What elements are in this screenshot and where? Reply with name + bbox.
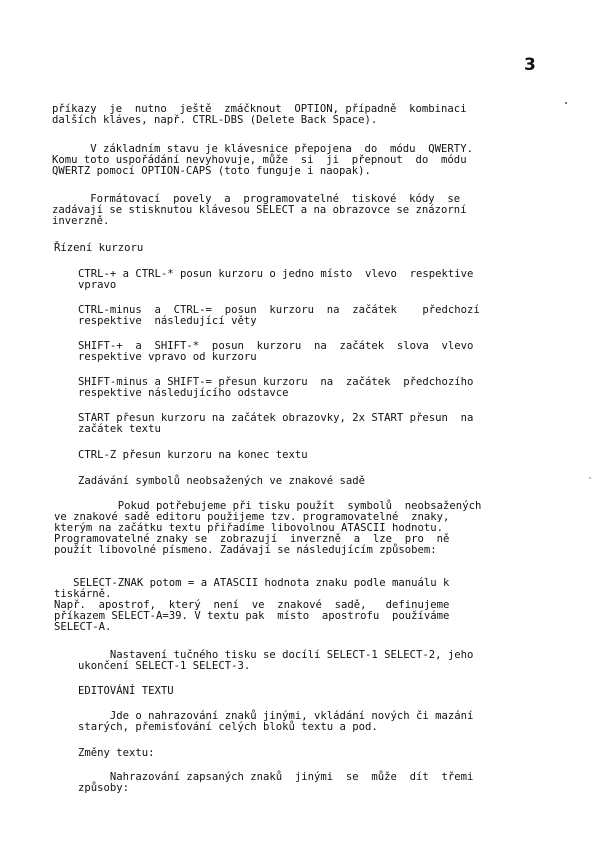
- paragraph-option-keys: příkazy je nutno ještě zmáčknout OPTION, případně kombinaci dalších kláves, např. CTRL-DBS (Delete Back Space).: [52, 103, 467, 126]
- heading-symbols: Zadávání symbolů neobsažených ve znakové sadě: [78, 475, 366, 487]
- paragraph-bold-print: Nastavení tučného tisku se docílí SELECT-1 SELECT-2, jeho ukončení SELECT-1 SELECT-3.: [78, 649, 474, 672]
- cursor-item-ctrl-plus: CTRL-+ a CTRL-* posun kurzoru o jedno místo vlevo respektive vpravo: [78, 268, 474, 291]
- page-number: 3: [524, 55, 536, 75]
- heading-text-changes: Změny textu:: [78, 747, 155, 759]
- paragraph-formatting: Formátovací povely a programovatelné tiskové kódy se zadávají se stisknutou klávesou SELECT a na obrazovce se znázorní inverzně.: [52, 193, 467, 227]
- heading-cursor-control: Řízení kurzoru: [54, 242, 144, 254]
- cursor-item-ctrl-minus: CTRL-minus a CTRL-= posun kurzoru na začátek předchozí respektive následující věty: [78, 304, 480, 327]
- heading-text-editing: EDITOVÁNÍ TEXTU: [78, 685, 174, 697]
- cursor-item-start: START přesun kurzoru na začátek obrazovky, 2x START přesun na začátek textu: [78, 412, 474, 435]
- cursor-item-shift-minus: SHIFT-minus a SHIFT-= přesun kurzoru na začátek předchozího respektive následujícího odstavce: [78, 376, 474, 399]
- cursor-item-ctrl-z: CTRL-Z přesun kurzoru na konec textu: [78, 449, 308, 461]
- cursor-item-shift-plus: SHIFT-+ a SHIFT-* posun kurzoru na začátek slova vlevo respektive vpravo od kurzoru: [78, 340, 474, 363]
- paragraph-select-char: SELECT-ZNAK potom = a ATASCII hodnota znaku podle manuálu k tiskárně. Např. apostrof, který není ve znakové sadě, definujeme příkazem SELECT-A=39. V textu pak místo apostrofu používáme SELECT-A.: [54, 577, 450, 633]
- paragraph-programmable-chars: Pokud potřebujeme při tisku použít symbolů neobsažených ve znakové sadě editoru použijeme tzv. programovatelné znaky, kterým na začátku textu přiřadíme libovolnou ATASCII hodnotu. Programovatelné znaky se zobrazují inverzně a lze pro ně použít libovolné písmeno. Zadávají se následujícím způsobem:: [54, 500, 482, 556]
- paragraph-qwerty: V základním stavu je klávesnice přepojena do módu QWERTY. Komu toto uspořádání nevyhovuje, může si ji přepnout do módu QWERTZ pomocí OPTION-CAPS (toto funguje i naopak).: [52, 143, 473, 177]
- paragraph-replacing: Nahrazování zapsaných znaků jinými se může dít třemi způsoby:: [78, 771, 474, 794]
- paragraph-editing-intro: Jde o nahrazování znaků jinými, vkládání nových či mazání starých, přemisťování celých bloků textu a pod.: [78, 710, 474, 733]
